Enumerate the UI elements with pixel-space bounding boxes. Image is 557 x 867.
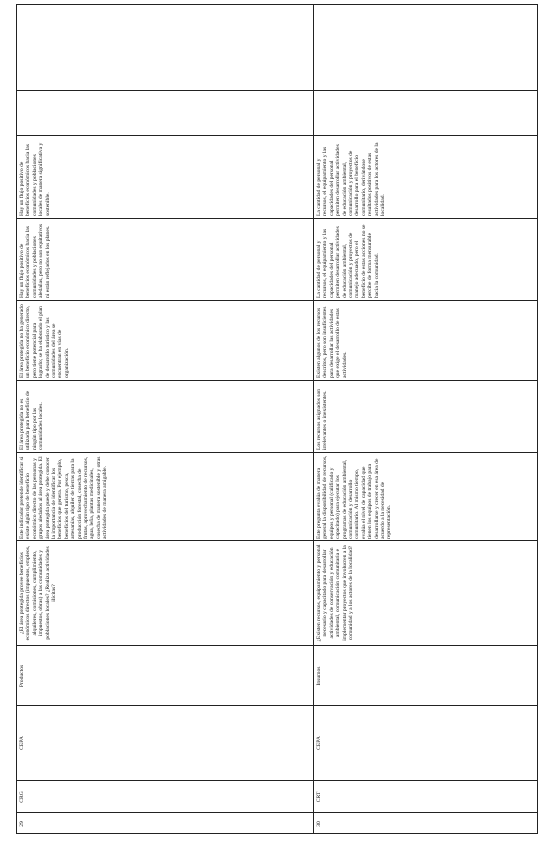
level2-text: La cantidad de personal y recursos, el equipamiento y las capacidades del personal permiten desarrollar actividades de educación ambiental, comunicación y proyectos de manejo adecuado, pero el beneficio de estas acciones no se percibe de forma mensurable hacia la comunidad. — [316, 224, 380, 298]
entity-text: CEPA — [316, 736, 322, 750]
level3-text: La cantidad de personal y recursos, el equipamiento y las capacidades del personal permiten desarrollar actividades de educación ambiental, comunicación y proyectos de desarrollo para el beneficio comunitario, derivándose resultados positivos de estas actividades para los actores de la localidad. — [316, 142, 387, 216]
level1-cell — [314, 301, 538, 380]
number-cell — [16, 813, 313, 834]
number-text: 29 — [18, 820, 25, 827]
level2-cell — [314, 219, 538, 300]
number-text: 30 — [316, 820, 322, 827]
number-cell — [314, 813, 538, 834]
level1-text: Existen algunos de los recursos descritos, pero son insuficientes para desarrollar las actividades que exige el desarrollo de estas actividades. — [316, 306, 348, 378]
row-divider — [16, 90, 538, 91]
level0-text: Los recursos asignados son irrelevantes o inexistentes. — [316, 388, 329, 450]
type-cell — [16, 646, 313, 705]
level3-cell — [16, 137, 313, 218]
level0-text: El área protegida no es utilizada para beneficio de ningún tipo por las comunidades locales. — [18, 390, 44, 450]
entity-cell — [314, 706, 538, 780]
question-text: ¿El área protegida provee beneficios económicos directos (impuestos, empleos, alquileres, comisiones, cumplimiento, impuestos, obras) a las comunidades y poblaciones locales? ¿Realiza actividades ilícitas? — [18, 545, 57, 641]
level0-cell — [16, 381, 313, 452]
indicator-cell — [16, 453, 313, 540]
code-text: CRG — [18, 790, 25, 803]
code-text: CRT — [316, 791, 322, 802]
type-cell — [314, 646, 538, 705]
row-divider — [16, 135, 538, 136]
question-text: ¿Existen recursos, equipamiento y personal necesario y capacitado para desarrollar actividades de conservación y educación ambiental, comunicación comunitaria e implementar proyectos que involucren a la comunidad y a los actores de la localidad? — [316, 544, 355, 642]
level1-text: El área protegida no ha generado un beneficio económico directo, pero tiene potencial para lograrlo; se ha elaborado el plan de desarrollo turístico y las comunidades del área se encuentran en vías de organización. — [18, 303, 70, 378]
level3-cell — [314, 137, 538, 218]
code-cell — [314, 781, 538, 812]
indicator-text: Este pregunta evalúa de manera general la disponibilidad de recursos, equipos y personal (calificado y capacitado) para ejecutar los programas de educación ambiental, comunicación y desarrollo comunitario. Al mismo tiempo, evalúa el nivel de capacidad que tienen los equipos de trabajo para desarrollarse y crecer en esa área de acuerdo a la necesidad de representación. — [316, 455, 393, 539]
entity-cell — [16, 706, 313, 780]
level1-cell — [16, 301, 313, 380]
code-cell — [16, 781, 313, 812]
level0-cell — [314, 381, 538, 452]
entity-text: CEPA — [18, 736, 25, 750]
type-text: Insumos — [316, 666, 322, 685]
indicator-text: Este indicador pretende identificar si existe algún tipo de beneficio económico directo de las personas y grupos aledaños al área protegida. El área protegida puede y debe conocer la importancia de identificar los beneficios que genera. Por ejemplo, beneficios del turismo, pesca, artesanías, alquiler de tierras para la producción forestal, cosecha de frutas, aprovechamiento de recursos, agua, leña, plantas medicinales, cosecha de manera sostenible y otras actividades de manera amigable. — [18, 455, 108, 539]
question-cell — [16, 541, 313, 645]
indicator-cell — [314, 453, 538, 540]
question-cell — [314, 541, 538, 645]
level2-cell — [16, 219, 313, 300]
level3-text: Hay un flujo positivo de beneficios económicos hacia las comunidades y poblaciones locales de manera significativa y sostenible. — [18, 142, 51, 216]
level2-text: Hay un flujo positivo de beneficios económicos hacia las comunidades y poblaciones aledañas, pero no son equitativos ni están reflejados en los planes. — [18, 223, 51, 298]
type-text: Productos — [18, 664, 25, 687]
